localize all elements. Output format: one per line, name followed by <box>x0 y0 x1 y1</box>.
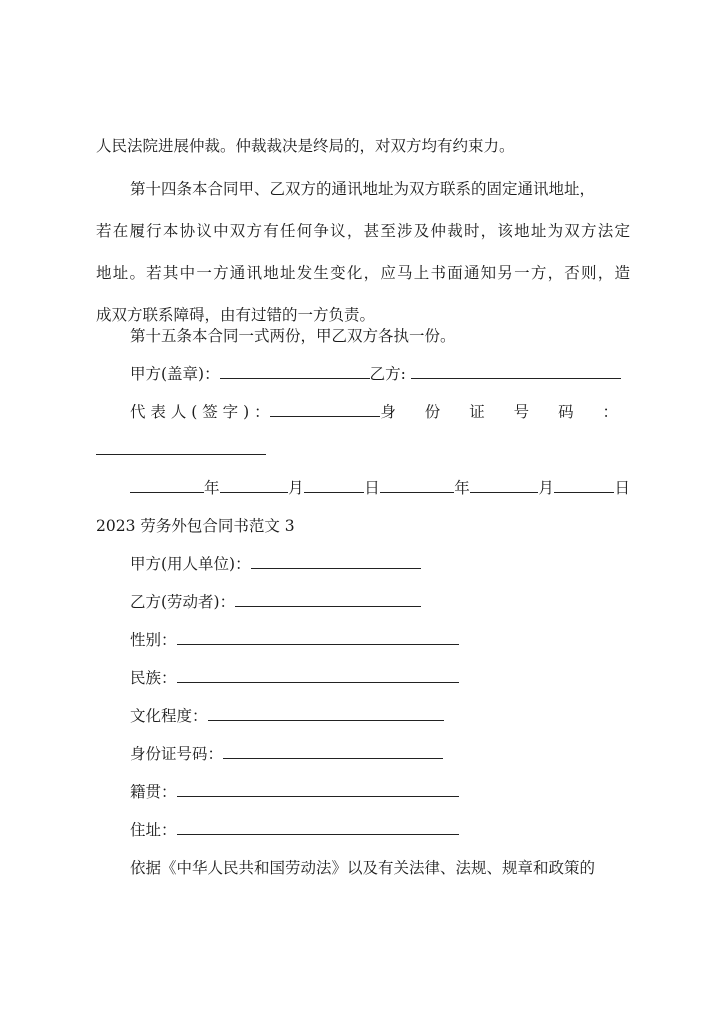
worker-blank[interactable] <box>235 588 421 607</box>
date-b-year-blank[interactable] <box>380 474 454 493</box>
id-number-blank[interactable] <box>96 436 266 455</box>
date-a-day-blank[interactable] <box>304 474 364 493</box>
id-number-field-row <box>130 739 630 769</box>
section-title: 2023 劳务外包合同书范文 3 <box>96 517 295 535</box>
date-a-year-blank[interactable] <box>130 474 204 493</box>
party-a-seal-blank[interactable] <box>220 360 370 379</box>
gender-field-row <box>130 625 630 655</box>
article-15-line: 第十五条本合同一式两份，甲乙双方各执一份。 <box>130 327 456 345</box>
education-label: 文化程度： <box>130 707 208 725</box>
gender-label: 性别： <box>130 631 177 649</box>
native-place-field-row <box>130 777 630 807</box>
date-b-day-blank[interactable] <box>554 474 614 493</box>
employer-field-row <box>130 549 630 579</box>
date-a-year-label: 年 <box>204 479 220 497</box>
id-number-field-label: 身份证号码： <box>130 745 224 763</box>
id-number-field-blank[interactable] <box>223 740 443 759</box>
education-blank[interactable] <box>208 702 444 721</box>
address-label: 住址： <box>130 821 177 839</box>
worker-label: 乙方(劳动者)： <box>130 593 236 611</box>
gender-blank[interactable] <box>177 626 459 645</box>
date-a-month-blank[interactable] <box>220 474 288 493</box>
date-b-year-label: 年 <box>454 479 470 497</box>
date-b-month-label: 月 <box>538 479 554 497</box>
ethnicity-blank[interactable] <box>177 664 459 683</box>
article-14-line: 地址。若其中一方通讯地址发生变化，应马上书面通知另一方，否则，造 <box>96 264 630 282</box>
representative-row <box>130 397 630 427</box>
employer-blank[interactable] <box>251 550 421 569</box>
party-b-blank[interactable] <box>411 360 621 379</box>
representative-label: 代 表 人 ( 签 字 ) ： <box>130 403 270 421</box>
address-blank[interactable] <box>177 816 459 835</box>
ethnicity-label: 民族： <box>130 669 177 687</box>
address-field-row <box>130 815 630 845</box>
date-b-month-blank[interactable] <box>470 474 538 493</box>
ethnicity-field-row <box>130 663 630 693</box>
date-a-day-label: 日 <box>364 479 380 497</box>
worker-field-row <box>130 587 630 617</box>
id-number-blank-row <box>96 435 630 465</box>
closing-paragraph-line: 依据《中华人民共和国劳动法》以及有关法律、法规、规章和政策的 <box>130 859 596 877</box>
representative-blank[interactable] <box>270 398 381 417</box>
paragraph-line: 人民法院进展仲裁。仲裁裁决是终局的，对双方均有约束力。 <box>96 137 515 155</box>
date-a-month-label: 月 <box>288 479 304 497</box>
date-row <box>130 473 630 503</box>
signature-parties-row <box>130 359 630 389</box>
party-a-seal-label: 甲方(盖章)： <box>130 365 220 383</box>
party-b-label: 乙方: <box>369 365 406 383</box>
article-14-line: 若在履行本协议中双方有任何争议，甚至涉及仲裁时，该地址为双方法定 <box>96 222 630 240</box>
education-field-row <box>130 701 630 731</box>
employer-label: 甲方(用人单位)： <box>130 555 251 573</box>
article-14-line: 第十四条本合同甲、乙双方的通讯地址为双方联系的固定通讯地址， <box>130 180 596 198</box>
date-b-day-label: 日 <box>614 479 630 497</box>
native-place-label: 籍贯： <box>130 783 177 801</box>
native-place-blank[interactable] <box>177 778 459 797</box>
id-number-label: 身 份 证 号 码 ： <box>380 403 630 421</box>
article-14-line: 成双方联系障碍，由有过错的一方负责。 <box>96 306 376 324</box>
